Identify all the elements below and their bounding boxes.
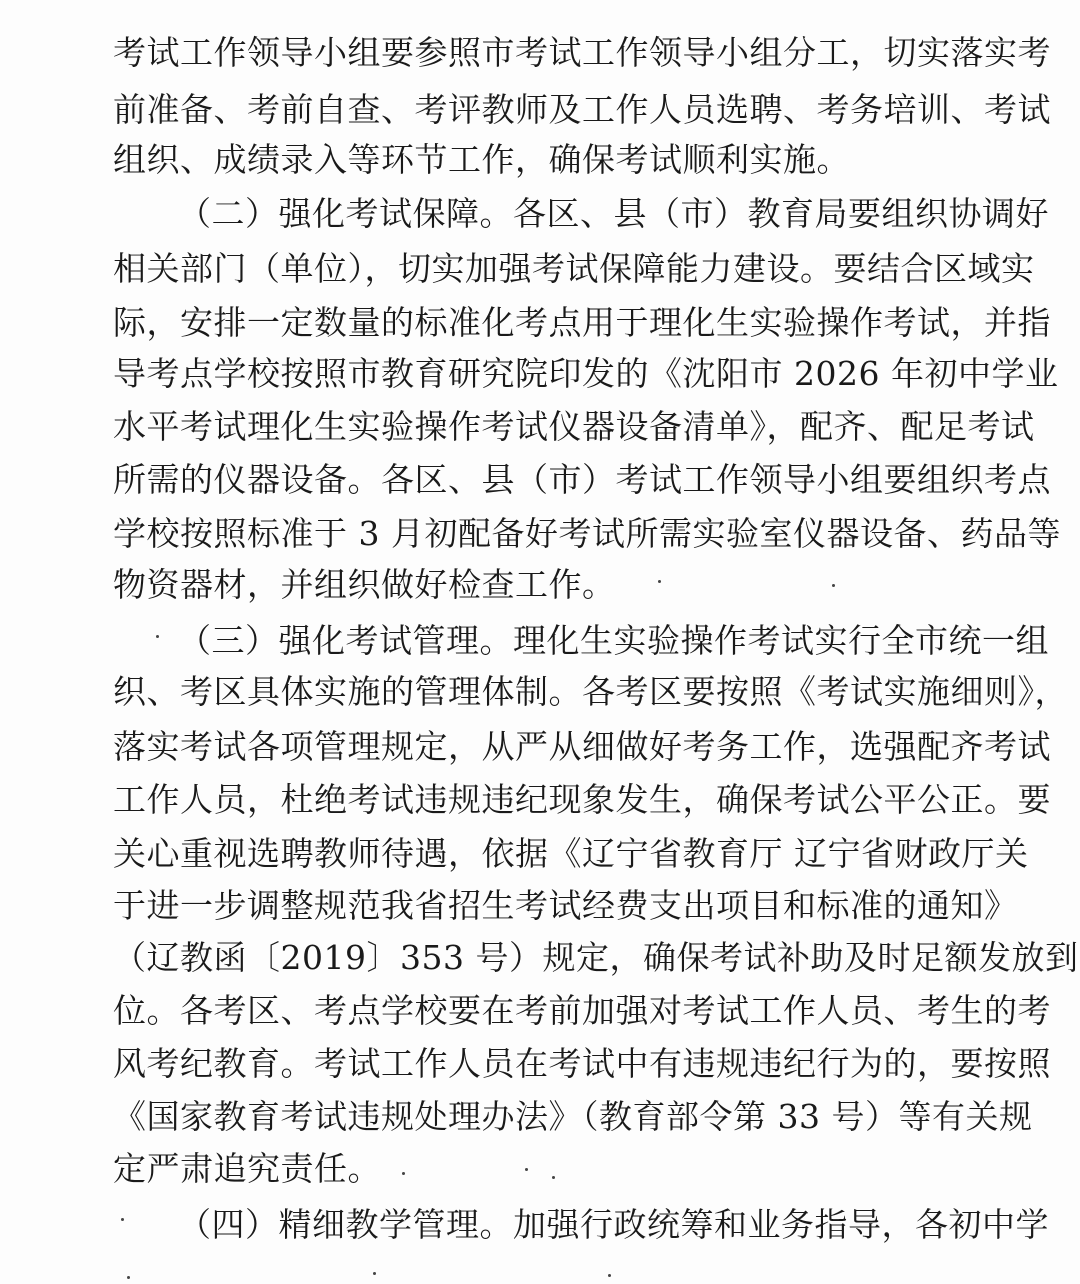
paragraph-line: 前准备、考前自查、考评教师及工作人员选聘、考务培训、考试 [113,90,1051,129]
paragraph-line: 落实考试各项管理规定，从严从细做好考务工作，选强配齐考试 [113,727,1051,766]
paragraph-line: 所需的仪器设备。各区、县（市）考试工作领导小组要组织考点 [113,460,1051,499]
scan-speck [525,1168,528,1171]
paragraph-line: 《国家教育考试违规处理办法》（教育部令第 33 号）等有关规 [113,1097,1033,1136]
paragraph-line: 组织、成绩录入等环节工作，确保考试顺利实施。 [113,140,850,179]
paragraph-line: 于进一步调整规范我省招生考试经费支出项目和标准的通知》 [113,886,1018,925]
paragraph-line: 际，安排一定数量的标准化考点用于理化生实验操作考试，并指 [113,303,1051,342]
scan-speck [373,1272,376,1275]
paragraph-line: 风考纪教育。考试工作人员在考试中有违规违纪行为的，要按照 [113,1044,1051,1083]
paragraph-line: 学校按照标准于 3 月初配备好考试所需实验室仪器设备、药品等 [113,514,1061,553]
section-heading-line: （四）精细教学管理。加强行政统筹和业务指导，各初中学 [178,1205,1049,1244]
section-heading-line: （三）强化考试管理。理化生实验操作考试实行全市统一组 [178,621,1049,660]
scan-speck [552,1176,555,1179]
paragraph-line: 物资器材，并组织做好检查工作。 [113,565,616,604]
scan-speck [832,584,835,587]
scan-speck [402,1172,405,1175]
paragraph-line: 定严肃追究责任。 [113,1149,381,1188]
section-heading-line: （二）强化考试保障。各区、县（市）教育局要组织协调好 [178,194,1049,233]
paragraph-line: 相关部门（单位），切实加强考试保障能力建设。要结合区域实 [113,249,1035,288]
scan-speck [156,635,159,638]
paragraph-line: 织、考区具体实施的管理体制。各考区要按照《考试实施细则》， [113,672,1068,711]
paragraph-line: 导考点学校按照市教育研究院印发的《沈阳市 2026 年初中学业 [113,354,1059,393]
paragraph-line: 关心重视选聘教师待遇，依据《辽宁省教育厅 辽宁省财政厅关 [113,834,1029,873]
paragraph-line: 工作人员，杜绝考试违规违纪现象发生，确保考试公平公正。要 [113,780,1051,819]
paragraph-line: 位。各考区、考点学校要在考前加强对考试工作人员、考生的考 [113,991,1051,1030]
scan-speck [658,580,661,583]
paragraph-line: 考试工作领导小组要参照市考试工作领导小组分工，切实落实考 [113,33,1051,72]
paragraph-line: 水平考试理化生实验操作考试仪器设备清单》，配齐、配足考试 [113,407,1035,446]
scan-speck [608,1274,611,1277]
scan-speck [127,1276,130,1279]
paragraph-line: （辽教函〔2019〕353 号）规定，确保考试补助及时足额发放到 [113,938,1079,977]
scan-speck [121,1218,124,1221]
